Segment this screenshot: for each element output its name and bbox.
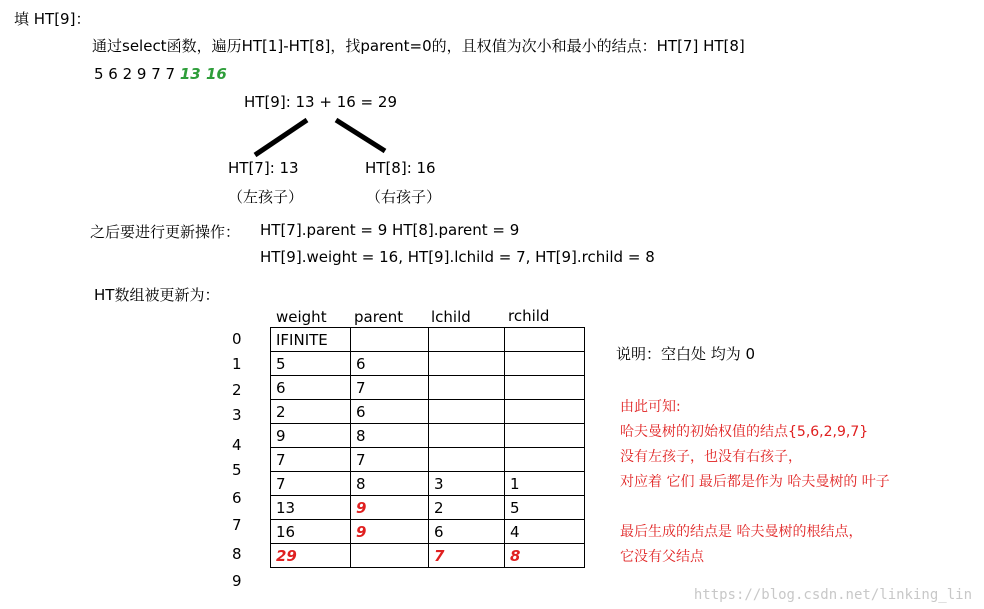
cell-rchild <box>505 424 585 448</box>
col-header-rchild: rchild <box>508 307 550 325</box>
watermark: https://blog.csdn.net/linking_lin <box>693 587 972 603</box>
cell-parent: 8 <box>351 472 429 496</box>
cell-weight: 5 <box>271 352 351 376</box>
cell-parent <box>351 328 429 352</box>
cell-rchild: 1 <box>505 472 585 496</box>
cell-rchild <box>505 400 585 424</box>
table-row <box>271 400 585 424</box>
table-row <box>271 496 585 520</box>
cell-lchild: 6 <box>429 520 505 544</box>
table-row <box>271 448 585 472</box>
conclusion-line: 它没有父结点 <box>620 549 704 565</box>
conclusion-line: 哈夫曼树的初始权值的结点{5,6,2,9,7} <box>620 424 869 440</box>
row-index: 8 <box>232 545 242 563</box>
tree-root: HT[9]: 13 + 16 = 29 <box>244 93 397 111</box>
row-index: 7 <box>232 516 242 534</box>
blank-note: 说明：空白处 均为 0 <box>616 345 756 363</box>
conclusion-line <box>620 495 890 520</box>
cell-weight: 2 <box>271 400 351 424</box>
row-index: 9 <box>232 572 242 590</box>
row-index: 6 <box>232 489 242 507</box>
cell-lchild <box>429 400 505 424</box>
tree-edge-left <box>255 120 307 155</box>
tree-edges <box>240 112 400 162</box>
cell-rchild-updated: 8 <box>505 544 585 568</box>
cell-weight: 7 <box>271 472 351 496</box>
cell-parent: 6 <box>351 352 429 376</box>
table-row <box>271 544 585 568</box>
cell-parent: 7 <box>351 448 429 472</box>
row-index: 3 <box>232 406 242 424</box>
conclusion-line: 没有左孩子，也没有右孩子， <box>620 449 802 465</box>
weights-line <box>94 65 227 83</box>
cell-lchild: 3 <box>429 472 505 496</box>
tree-left-note: （左孩子） <box>228 188 304 206</box>
cell-rchild: 5 <box>505 496 585 520</box>
col-header-weight: weight <box>276 308 327 326</box>
cell-weight: 13 <box>271 496 351 520</box>
row-index: 5 <box>232 461 242 479</box>
cell-weight: 7 <box>271 448 351 472</box>
weights-highlight: 13 16 <box>179 65 227 83</box>
cell-weight: IFINITE <box>271 328 351 352</box>
ht-table <box>270 327 585 568</box>
cell-rchild: 4 <box>505 520 585 544</box>
cell-lchild <box>429 424 505 448</box>
tree-left-node: HT[7]: 13 <box>228 159 299 177</box>
cell-rchild <box>505 448 585 472</box>
cell-parent <box>351 544 429 568</box>
cell-parent: 6 <box>351 400 429 424</box>
col-header-parent: parent <box>354 308 404 326</box>
table-row <box>271 424 585 448</box>
cell-weight: 9 <box>271 424 351 448</box>
cell-weight: 16 <box>271 520 351 544</box>
cell-lchild <box>429 448 505 472</box>
table-row <box>271 328 585 352</box>
cell-rchild <box>505 328 585 352</box>
cell-parent-updated: 9 <box>351 496 429 520</box>
row-index: 4 <box>232 436 242 454</box>
conclusion-line: 对应着 它们 最后都是作为 哈夫曼树的 叶子 <box>620 474 890 490</box>
intro-text: 通过select函数，遍历HT[1]-HT[8]，找parent=0的，且权值为次小和最小的结点：HT[7] HT[8] <box>92 37 745 55</box>
conclusion-block <box>620 395 890 570</box>
update-line-1: HT[7].parent = 9 HT[8].parent = 9 <box>260 221 520 239</box>
table-row <box>271 376 585 400</box>
row-index: 1 <box>232 355 242 373</box>
cell-lchild-updated: 7 <box>429 544 505 568</box>
cell-rchild <box>505 376 585 400</box>
cell-parent: 7 <box>351 376 429 400</box>
cell-weight-updated: 29 <box>271 544 351 568</box>
tree-right-note: （右孩子） <box>366 188 442 206</box>
cell-lchild: 2 <box>429 496 505 520</box>
cell-lchild <box>429 352 505 376</box>
row-index: 0 <box>232 330 242 348</box>
conclusion-line: 由此可知: <box>620 399 681 415</box>
weights-plain: 5 6 2 9 7 7 <box>94 65 180 83</box>
cell-rchild <box>505 352 585 376</box>
conclusion-line: 最后生成的结点是 哈夫曼树的根结点， <box>620 524 863 540</box>
row-index: 2 <box>232 381 242 399</box>
array-title: HT数组被更新为： <box>94 286 220 304</box>
table-row <box>271 352 585 376</box>
update-label: 之后要进行更新操作： <box>90 223 241 241</box>
table-row <box>271 520 585 544</box>
update-line-2: HT[9].weight = 16, HT[9].lchild = 7, HT[9].rchild = 8 <box>260 248 655 266</box>
tree-right-node: HT[8]: 16 <box>365 159 436 177</box>
cell-parent: 8 <box>351 424 429 448</box>
col-header-lchild: lchild <box>431 308 471 326</box>
cell-parent-updated: 9 <box>351 520 429 544</box>
cell-lchild <box>429 328 505 352</box>
table-row <box>271 472 585 496</box>
cell-lchild <box>429 376 505 400</box>
tree-edge-right <box>336 120 385 151</box>
page-heading: 填 HT[9]： <box>14 10 91 28</box>
cell-weight: 6 <box>271 376 351 400</box>
